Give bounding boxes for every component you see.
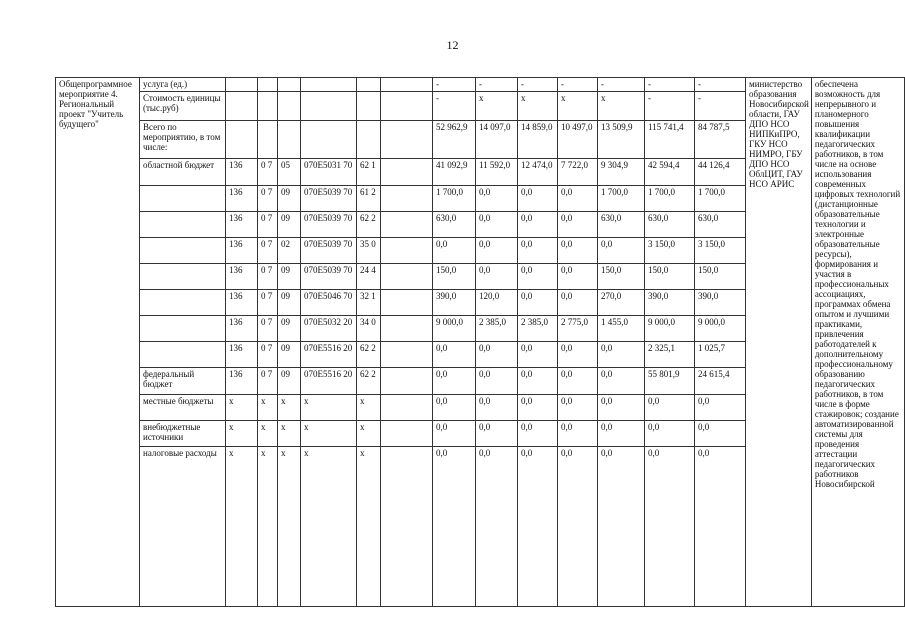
row-label: услуга (ед.) — [140, 78, 226, 92]
subsection-code: 09 — [278, 368, 301, 395]
section-code: 0 7 — [258, 290, 278, 316]
value-cell: 0,0 — [518, 421, 558, 447]
grbs-code: 136 — [226, 186, 258, 212]
row-label: Стоимость единицы (тыс.руб) — [140, 92, 226, 121]
value-cell: 390,0 — [645, 290, 695, 316]
empty-cell — [381, 78, 433, 92]
row-label — [140, 238, 226, 264]
section-code: 0 7 — [258, 264, 278, 290]
empty-cell — [381, 368, 433, 395]
value-cell: 42 594,4 — [645, 159, 695, 186]
value-cell: 0,0 — [518, 395, 558, 421]
target-article-code: 070E5031 70 — [301, 159, 357, 186]
target-article-code: 070E5046 70 — [301, 290, 357, 316]
subsection-code: 09 — [278, 342, 301, 368]
measure-title: Общепрограммное мероприятие 4. Региональный проект "Учитель будущего" — [56, 78, 140, 607]
target-article-code: x — [301, 421, 357, 447]
row-label — [140, 186, 226, 212]
value-cell: 0,0 — [558, 368, 598, 395]
grbs-code: 136 — [226, 212, 258, 238]
value-cell: 52 962,9 — [433, 121, 476, 159]
row-label — [140, 264, 226, 290]
section-code — [258, 78, 278, 92]
value-cell: 2 385,0 — [476, 316, 518, 342]
subsection-code: 09 — [278, 290, 301, 316]
budget-table — [55, 77, 905, 607]
subsection-code: x — [278, 447, 301, 607]
target-article-code — [301, 121, 357, 159]
value-cell: 13 509,9 — [598, 121, 645, 159]
value-cell: 630,0 — [598, 212, 645, 238]
value-cell: 3 150,0 — [695, 238, 746, 264]
expense-type-code: 34 0 — [357, 316, 381, 342]
grbs-code — [226, 92, 258, 121]
grbs-code: 136 — [226, 316, 258, 342]
expense-type-code: 62 2 — [357, 342, 381, 368]
target-article-code: 070E5039 70 — [301, 238, 357, 264]
target-article-code — [301, 78, 357, 92]
value-cell: 0,0 — [433, 395, 476, 421]
value-cell: 0,0 — [598, 342, 645, 368]
value-cell: 1 455,0 — [598, 316, 645, 342]
row-label — [140, 316, 226, 342]
target-article-code: x — [301, 395, 357, 421]
value-cell: 0,0 — [598, 421, 645, 447]
subsection-code: 05 — [278, 159, 301, 186]
value-cell: 0,0 — [558, 238, 598, 264]
target-article-code: 070E5039 70 — [301, 212, 357, 238]
value-cell: 0,0 — [558, 186, 598, 212]
row-label — [140, 212, 226, 238]
grbs-code: x — [226, 421, 258, 447]
value-cell: - — [558, 78, 598, 92]
value-cell: 2 325,1 — [645, 342, 695, 368]
executors-cell: министерство образования Новосибирской области, ГАУ ДПО НСО НИПКиПРО, ГКУ НСО НИМРО, ГБУ ДПО НСО ОблЦИТ, ГАУ НСО АРИС — [746, 78, 812, 607]
row-label: налоговые расходы — [140, 447, 226, 607]
section-code: x — [258, 395, 278, 421]
value-cell: 1 700,0 — [598, 186, 645, 212]
value-cell: - — [598, 78, 645, 92]
value-cell: 0,0 — [598, 447, 645, 607]
value-cell: 0,0 — [598, 238, 645, 264]
empty-cell — [381, 421, 433, 447]
expense-type-code: 35 0 — [357, 238, 381, 264]
value-cell: 150,0 — [433, 264, 476, 290]
subsection-code — [278, 121, 301, 159]
value-cell: x — [598, 92, 645, 121]
grbs-code: 136 — [226, 368, 258, 395]
value-cell: 0,0 — [476, 395, 518, 421]
expense-type-code: x — [357, 447, 381, 607]
subsection-code — [278, 92, 301, 121]
value-cell: 0,0 — [558, 212, 598, 238]
value-cell: 0,0 — [695, 421, 746, 447]
target-article-code — [301, 92, 357, 121]
subsection-code: 09 — [278, 186, 301, 212]
value-cell: 0,0 — [476, 421, 518, 447]
value-cell: 9 000,0 — [695, 316, 746, 342]
expense-type-code: 24 4 — [357, 264, 381, 290]
value-cell: 0,0 — [518, 447, 558, 607]
value-cell: x — [558, 92, 598, 121]
grbs-code: x — [226, 447, 258, 607]
value-cell: - — [695, 78, 746, 92]
value-cell: 0,0 — [518, 290, 558, 316]
value-cell: 41 092,9 — [433, 159, 476, 186]
value-cell: - — [695, 92, 746, 121]
value-cell: 0,0 — [433, 421, 476, 447]
value-cell: 0,0 — [433, 368, 476, 395]
value-cell: 0,0 — [645, 447, 695, 607]
row-label — [140, 290, 226, 316]
section-code — [258, 121, 278, 159]
value-cell: - — [433, 92, 476, 121]
value-cell: 0,0 — [695, 395, 746, 421]
target-article-code: x — [301, 447, 357, 607]
value-cell: 115 741,4 — [645, 121, 695, 159]
row-label: федеральный бюджет — [140, 368, 226, 395]
value-cell: 2 775,0 — [558, 316, 598, 342]
value-cell: 11 592,0 — [476, 159, 518, 186]
empty-cell — [381, 264, 433, 290]
row-label: местные бюджеты — [140, 395, 226, 421]
value-cell: 0,0 — [558, 290, 598, 316]
value-cell: 0,0 — [476, 342, 518, 368]
value-cell: 0,0 — [518, 264, 558, 290]
result-cell: обеспечена возможность для непрерывного и планомерного повышения квалификации педагогических работников, в том числе на основе использования современных цифровых технологий (дистанционные образовательные технологии и электронные образовательные ресурсы), формирования и участия в профессиональных ассоциациях, программах обмена опытом и лучшими практиками, привлечения работодателей к дополнительному профессиональному образованию педагогических работников, в том числе в форме стажировок; создание автоматизированной системы для проведения аттестации педагогических работников Новосибирской — [811, 78, 904, 607]
expense-type-code: 62 1 — [357, 159, 381, 186]
expense-type-code: 62 2 — [357, 368, 381, 395]
empty-cell — [381, 92, 433, 121]
value-cell: 14 097,0 — [476, 121, 518, 159]
target-article-code: 070E5516 20 — [301, 368, 357, 395]
empty-cell — [381, 290, 433, 316]
value-cell: 84 787,5 — [695, 121, 746, 159]
value-cell: 0,0 — [558, 342, 598, 368]
empty-cell — [381, 447, 433, 607]
value-cell: 0,0 — [476, 238, 518, 264]
value-cell: 0,0 — [598, 368, 645, 395]
grbs-code: 136 — [226, 159, 258, 186]
row-label: внебюджетные источники — [140, 421, 226, 447]
subsection-code: 09 — [278, 212, 301, 238]
section-code: 0 7 — [258, 316, 278, 342]
page-number: 12 — [446, 38, 459, 52]
subsection-code: 09 — [278, 264, 301, 290]
section-code: 0 7 — [258, 368, 278, 395]
grbs-code — [226, 121, 258, 159]
grbs-code: 136 — [226, 290, 258, 316]
section-code: 0 7 — [258, 159, 278, 186]
value-cell: 12 474,0 — [518, 159, 558, 186]
value-cell: 7 722,0 — [558, 159, 598, 186]
value-cell: - — [433, 78, 476, 92]
value-cell: 3 150,0 — [645, 238, 695, 264]
section-code: x — [258, 447, 278, 607]
value-cell: 630,0 — [695, 212, 746, 238]
value-cell: 0,0 — [433, 342, 476, 368]
table-body — [56, 78, 905, 607]
value-cell: 1 700,0 — [433, 186, 476, 212]
value-cell: 0,0 — [558, 395, 598, 421]
value-cell: 0,0 — [645, 421, 695, 447]
value-cell: 10 497,0 — [558, 121, 598, 159]
target-article-code: 070E5039 70 — [301, 186, 357, 212]
target-article-code: 070E5516 20 — [301, 342, 357, 368]
grbs-code: 136 — [226, 342, 258, 368]
value-cell: 24 615,4 — [695, 368, 746, 395]
expense-type-code — [357, 92, 381, 121]
value-cell: 0,0 — [518, 238, 558, 264]
empty-cell — [381, 159, 433, 186]
expense-type-code: x — [357, 421, 381, 447]
value-cell: 0,0 — [518, 368, 558, 395]
value-cell: 390,0 — [433, 290, 476, 316]
value-cell: 630,0 — [645, 212, 695, 238]
value-cell: 55 801,9 — [645, 368, 695, 395]
section-code: 0 7 — [258, 238, 278, 264]
value-cell: 0,0 — [476, 447, 518, 607]
section-code: 0 7 — [258, 186, 278, 212]
value-cell: 630,0 — [433, 212, 476, 238]
value-cell: 1 700,0 — [695, 186, 746, 212]
grbs-code: x — [226, 395, 258, 421]
subsection-code: 02 — [278, 238, 301, 264]
grbs-code: 136 — [226, 264, 258, 290]
value-cell: 150,0 — [695, 264, 746, 290]
value-cell: 2 385,0 — [518, 316, 558, 342]
expense-type-code: 62 2 — [357, 212, 381, 238]
row-label — [140, 342, 226, 368]
expense-type-code: 61 2 — [357, 186, 381, 212]
value-cell: 0,0 — [433, 447, 476, 607]
subsection-code — [278, 78, 301, 92]
value-cell: 0,0 — [476, 186, 518, 212]
value-cell: 0,0 — [645, 395, 695, 421]
value-cell: 120,0 — [476, 290, 518, 316]
row-label: Всего по мероприятию, в том числе: — [140, 121, 226, 159]
expense-type-code — [357, 121, 381, 159]
value-cell: 0,0 — [433, 238, 476, 264]
value-cell: 0,0 — [476, 264, 518, 290]
empty-cell — [381, 238, 433, 264]
value-cell: 1 025,7 — [695, 342, 746, 368]
value-cell: 0,0 — [558, 264, 598, 290]
target-article-code: 070E5039 70 — [301, 264, 357, 290]
value-cell: 14 859,0 — [518, 121, 558, 159]
target-article-code: 070E5032 20 — [301, 316, 357, 342]
subsection-code: 09 — [278, 316, 301, 342]
value-cell: 9 000,0 — [433, 316, 476, 342]
value-cell: - — [518, 78, 558, 92]
value-cell: 0,0 — [518, 212, 558, 238]
value-cell: 150,0 — [598, 264, 645, 290]
grbs-code: 136 — [226, 238, 258, 264]
value-cell: 44 126,4 — [695, 159, 746, 186]
value-cell: - — [645, 92, 695, 121]
value-cell: 150,0 — [645, 264, 695, 290]
subsection-code: x — [278, 395, 301, 421]
value-cell: 9 304,9 — [598, 159, 645, 186]
value-cell: 9 000,0 — [645, 316, 695, 342]
value-cell: - — [645, 78, 695, 92]
section-code: x — [258, 421, 278, 447]
value-cell: 0,0 — [558, 447, 598, 607]
empty-cell — [381, 186, 433, 212]
value-cell: 390,0 — [695, 290, 746, 316]
row-label: областной бюджет — [140, 159, 226, 186]
value-cell: 0,0 — [695, 447, 746, 607]
empty-cell — [381, 395, 433, 421]
value-cell: 270,0 — [598, 290, 645, 316]
expense-type-code — [357, 78, 381, 92]
value-cell: 0,0 — [476, 368, 518, 395]
subsection-code: x — [278, 421, 301, 447]
empty-cell — [381, 212, 433, 238]
value-cell: 0,0 — [518, 342, 558, 368]
table-row — [56, 78, 905, 92]
empty-cell — [381, 316, 433, 342]
section-code — [258, 92, 278, 121]
value-cell: 0,0 — [598, 395, 645, 421]
expense-type-code: x — [357, 395, 381, 421]
value-cell: 1 700,0 — [645, 186, 695, 212]
empty-cell — [381, 342, 433, 368]
value-cell: x — [518, 92, 558, 121]
value-cell: - — [476, 78, 518, 92]
value-cell: x — [476, 92, 518, 121]
section-code: 0 7 — [258, 212, 278, 238]
expense-type-code: 32 1 — [357, 290, 381, 316]
value-cell: 0,0 — [518, 186, 558, 212]
value-cell: 0,0 — [476, 212, 518, 238]
section-code: 0 7 — [258, 342, 278, 368]
grbs-code — [226, 78, 258, 92]
empty-cell — [381, 121, 433, 159]
value-cell: 0,0 — [558, 421, 598, 447]
